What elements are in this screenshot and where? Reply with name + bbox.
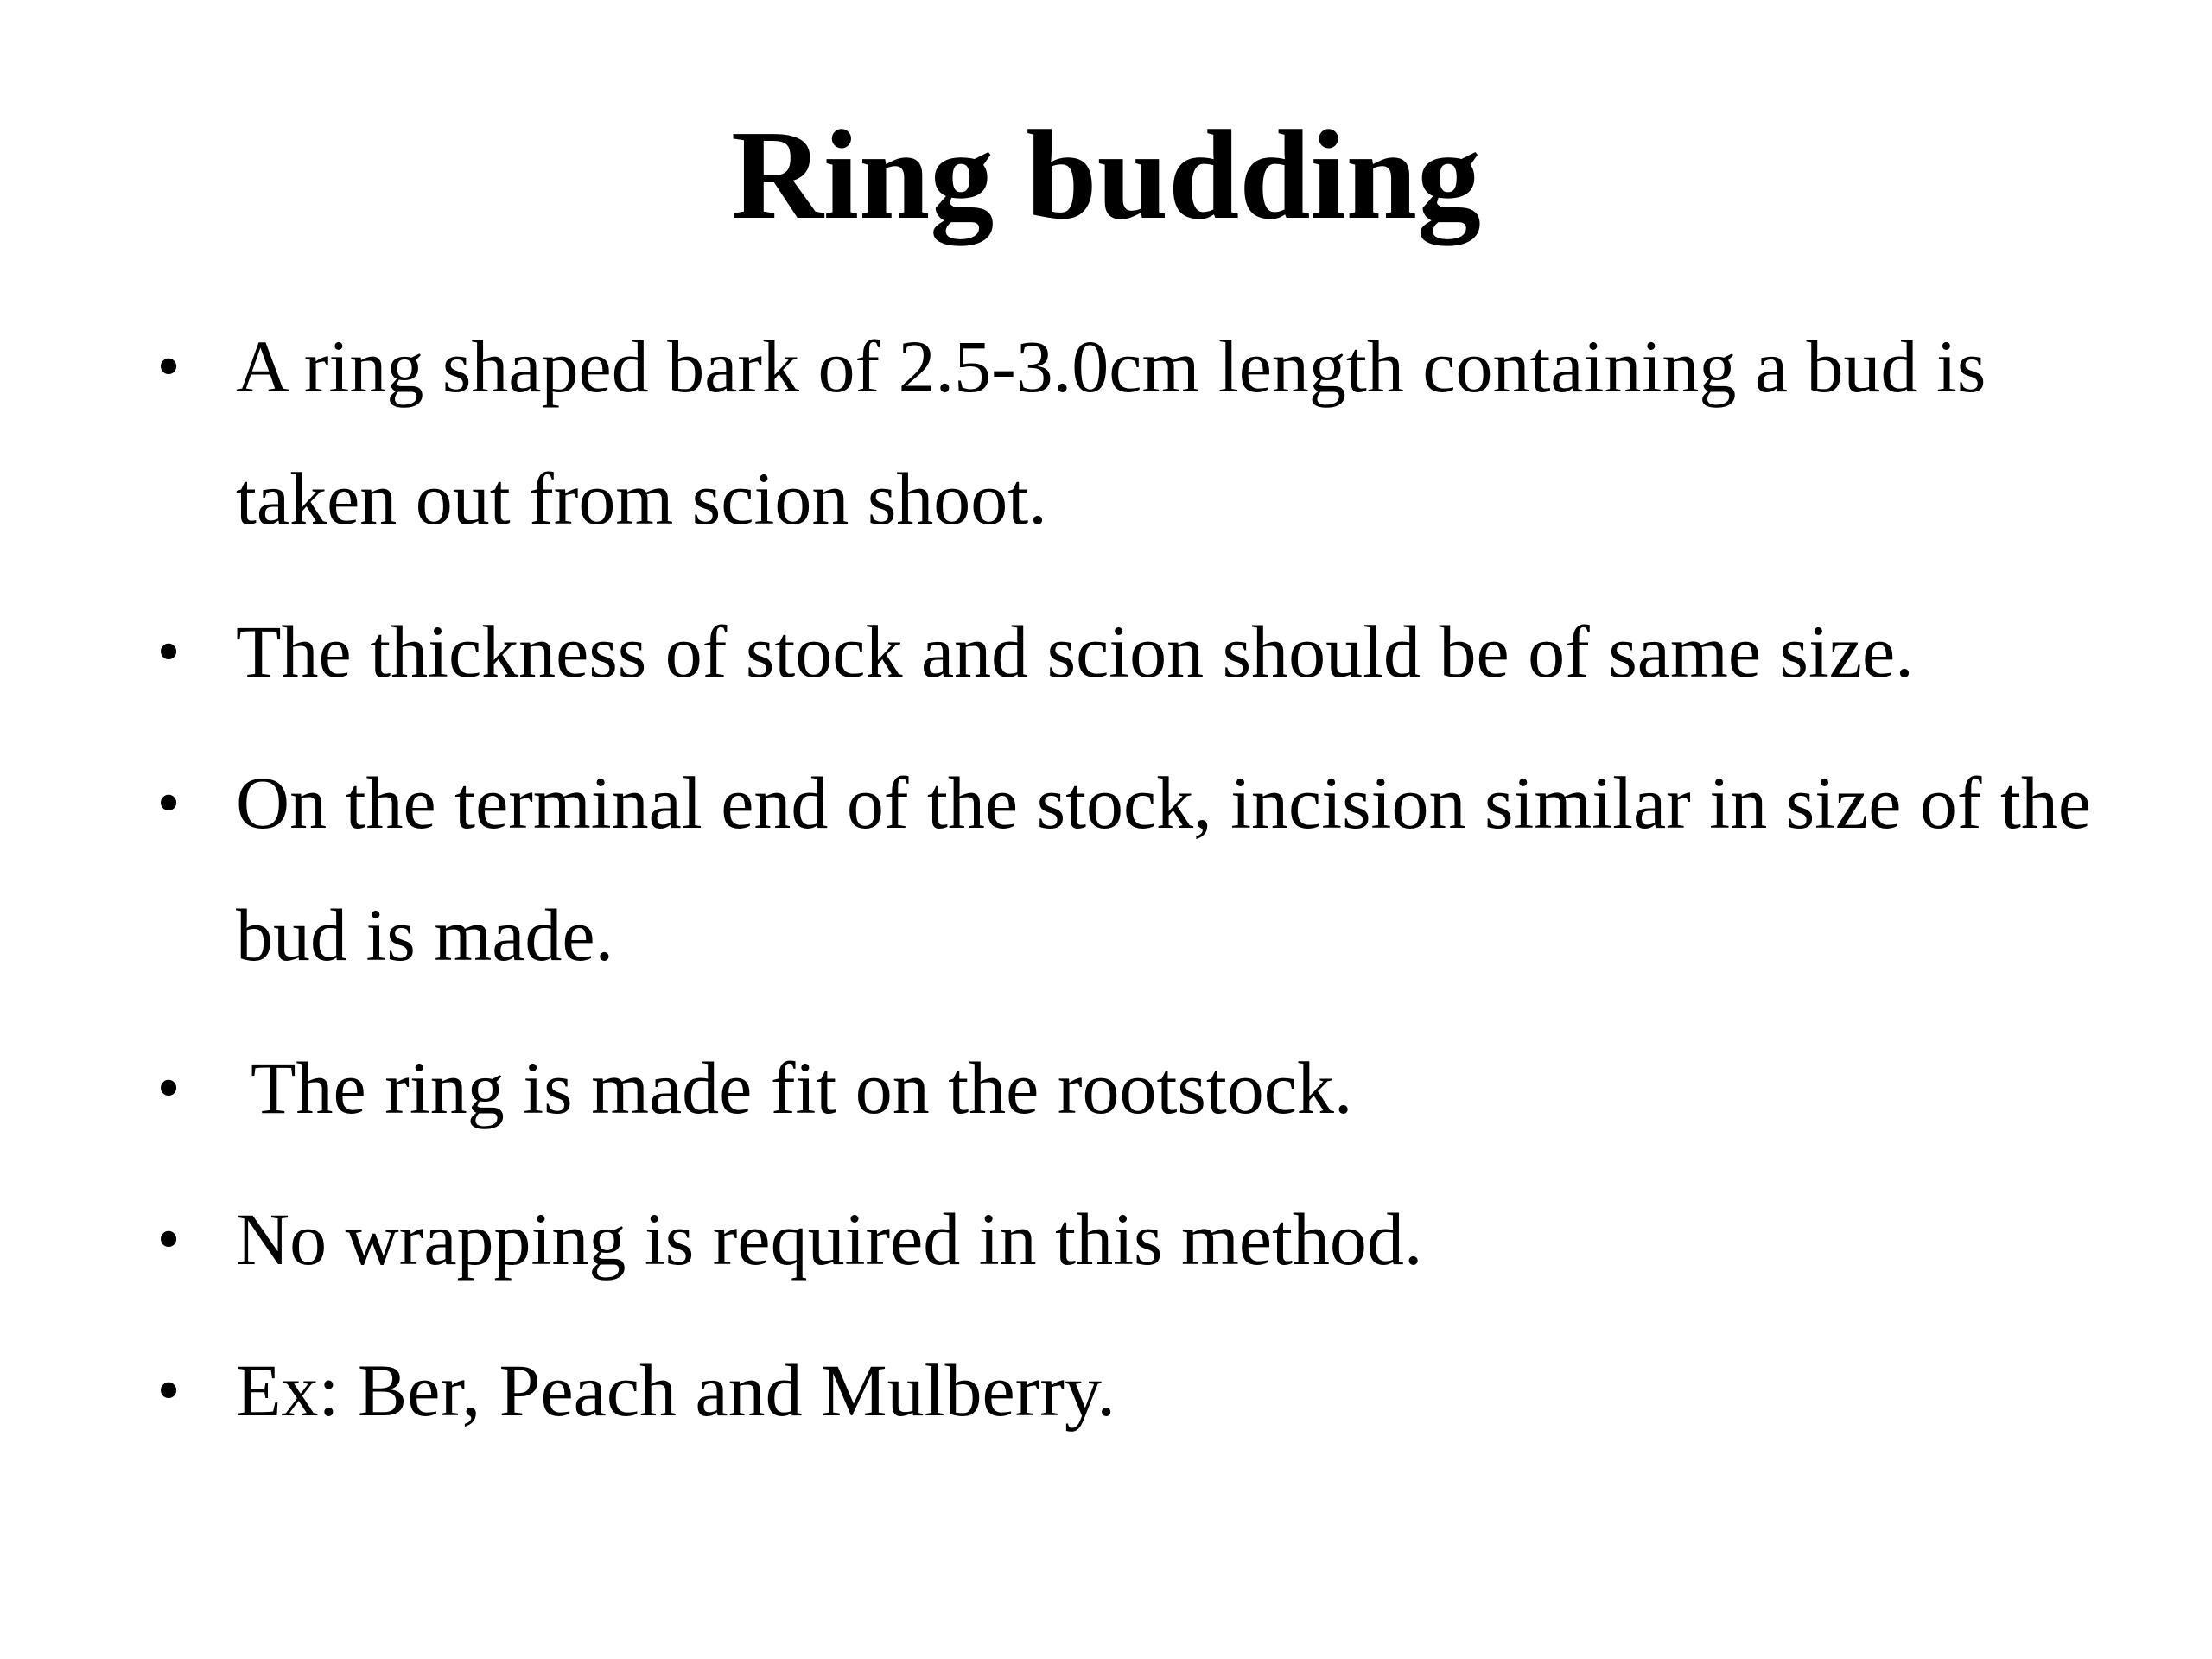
bullet-text: On the terminal end of the stock, incision similar in size of the bud is made. — [236, 761, 2092, 976]
bullet-marker: • — [156, 1052, 181, 1124]
bullet-text: The thickness of stock and scion should be of same size. — [236, 610, 1914, 693]
bullet-text: A ring shaped bark of 2.5-3.0cm length containing a bud is taken out from scion shoot. — [236, 325, 1986, 540]
bullet-text: No wrapping is required in this method. — [236, 1198, 1423, 1281]
bullet-marker: • — [156, 615, 181, 688]
slide-title: Ring budding — [731, 105, 1481, 246]
bullet-text: The ring is made fit on the rootstock. — [251, 1046, 1353, 1129]
bullet-text: Ex: Ber, Peach and Mulberry. — [236, 1349, 1116, 1432]
bullet-marker: • — [156, 1203, 181, 1275]
bullet-marker: • — [156, 766, 181, 839]
bullet-marker: • — [156, 330, 181, 403]
bullet-marker: • — [156, 1354, 181, 1427]
